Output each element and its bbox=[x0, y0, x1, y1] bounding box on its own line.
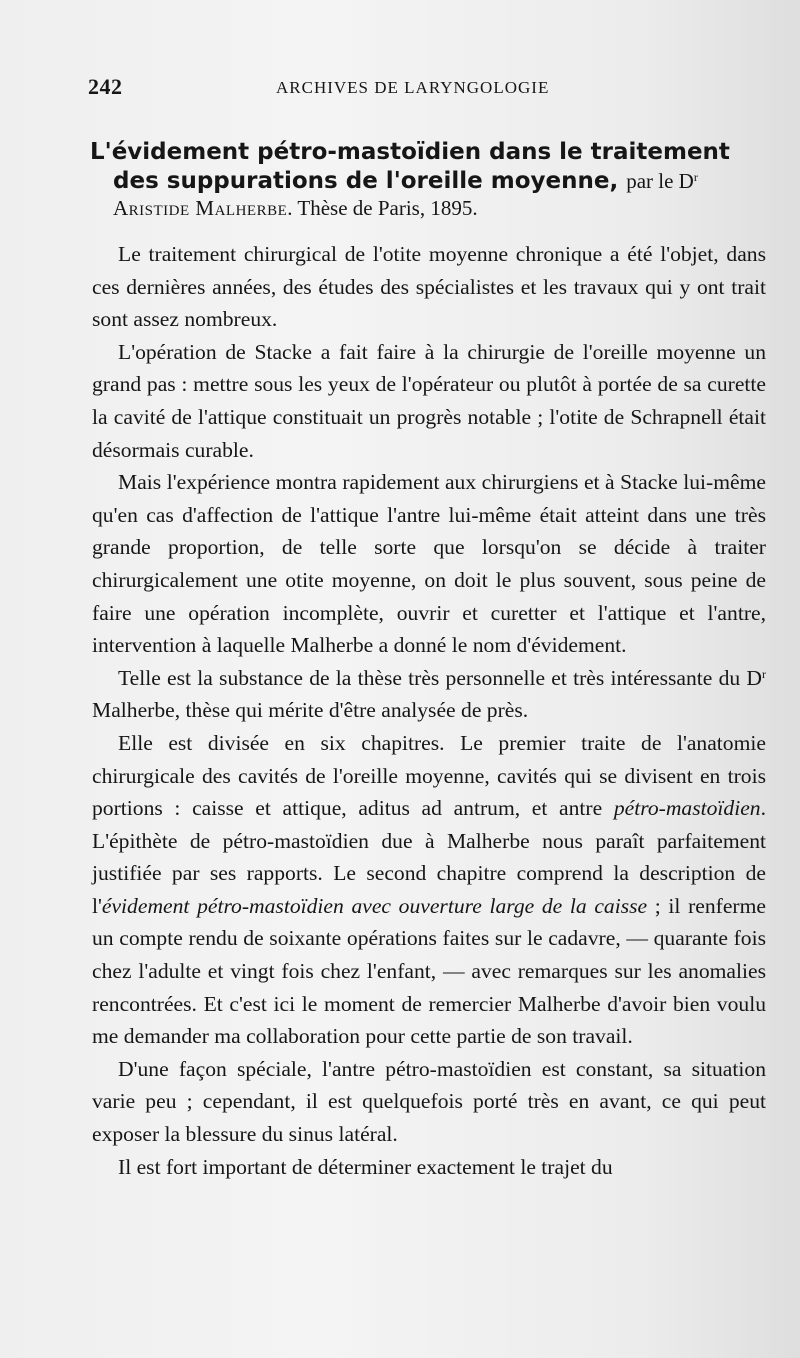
paragraph-2: L'opération de Stacke a fait faire à la chirurgie de l'oreille moyenne un grand pas : mettre sous les yeux de l'opérateur ou plutôt à portée de sa curette la cavité de l'attique constituait un progrès notable ; l'otite de Schrapnell était désormais curable. bbox=[92, 339, 766, 462]
author-name: Aristide Malherbe bbox=[113, 196, 288, 220]
paragraph-3: Mais l'expérience montra rapidement aux chirurgiens et à Stacke lui-même qu'en cas d'affection de l'attique l'antre lui-même était atteint dans une très grande proportion, de telle sorte que lorsqu'on se décide à traiter chirurgicalement une otite moyenne, on doit le plus souvent, sous peine de faire une opération incomplète, ouvrir et curetter et l'attique et l'antre, intervention à laquelle Malherbe a donné le nom d'évidement. bbox=[92, 470, 766, 658]
paragraph-7: Il est fort important de déterminer exactement le trajet du bbox=[118, 1154, 613, 1179]
paragraph-6: D'une façon spéciale, l'antre pétro-mastoïdien est constant, sa situation varie peu ; cependant, il est quelquefois porté très en avant, ce qui peut exposer la blessure du sinus latéral. bbox=[92, 1056, 766, 1147]
article-body bbox=[92, 238, 766, 1183]
paragraph-4-sup: r bbox=[762, 666, 766, 681]
paragraph-4-a: Telle est la substance de la thèse très personnelle et très intéressante du D bbox=[118, 665, 762, 690]
article-title-line1: L'évidement pétro-mastoïdien dans le traitement bbox=[90, 139, 730, 165]
paragraph-5-b: . L'épithète de pétro-mastoïdien due à Malherbe nous paraît parfaitement justifiée par ses rapports. Le second chapitre comprend la description de l' bbox=[92, 796, 766, 918]
thesis-info: . Thèse de Paris, 1895. bbox=[287, 196, 478, 220]
paragraph-5-italic-2: évidement pétro-mastoïdien avec ouverture large de la caisse bbox=[101, 893, 648, 918]
paragraph-5-c: ; il renferme un compte rendu de soixante opérations faites sur le cadavre, — quarante fois chez l'adulte et vingt fois chez l'enfant, — avec remarques sur les anomalies rencontrées. Et c'est ici le moment de remercier Malherbe d'avoir bien voulu me demander ma collaboration pour cette partie de son travail. bbox=[92, 893, 766, 1049]
page-number: 242 bbox=[88, 74, 123, 99]
paragraph-5-a: Elle est divisée en six chapitres. Le premier traite de l'anatomie chirurgicale des cavités de l'oreille moyenne, cavités qui se divisent en trois portions : caisse et attique, aditus ad antrum, et antre bbox=[92, 730, 766, 821]
paragraph-5 bbox=[92, 727, 766, 1053]
article-author bbox=[113, 194, 773, 222]
paragraph-1: Le traitement chirurgical de l'otite moyenne chronique a été l'objet, dans ces dernières années, des études des spécialistes et les travaux qui y ont trait sont assez nombreux. bbox=[92, 242, 766, 332]
article-title-line2-text: des suppurations de l'oreille moyenne, bbox=[113, 168, 619, 194]
article-title bbox=[90, 138, 780, 196]
running-title: ARCHIVES DE LARYNGOLOGIE bbox=[276, 78, 550, 97]
paragraph-4-b: Malherbe, thèse qui mérite d'être analysée de près. bbox=[92, 698, 529, 723]
article-title-par bbox=[626, 169, 698, 193]
paragraph-5-italic-1: pétro-mastoïdien bbox=[613, 796, 761, 821]
paragraph-4 bbox=[92, 662, 766, 727]
title-par-text: par le D bbox=[626, 169, 694, 193]
title-par-sup: r bbox=[693, 170, 698, 184]
page-header bbox=[88, 74, 768, 102]
article-title-line2 bbox=[90, 167, 780, 196]
